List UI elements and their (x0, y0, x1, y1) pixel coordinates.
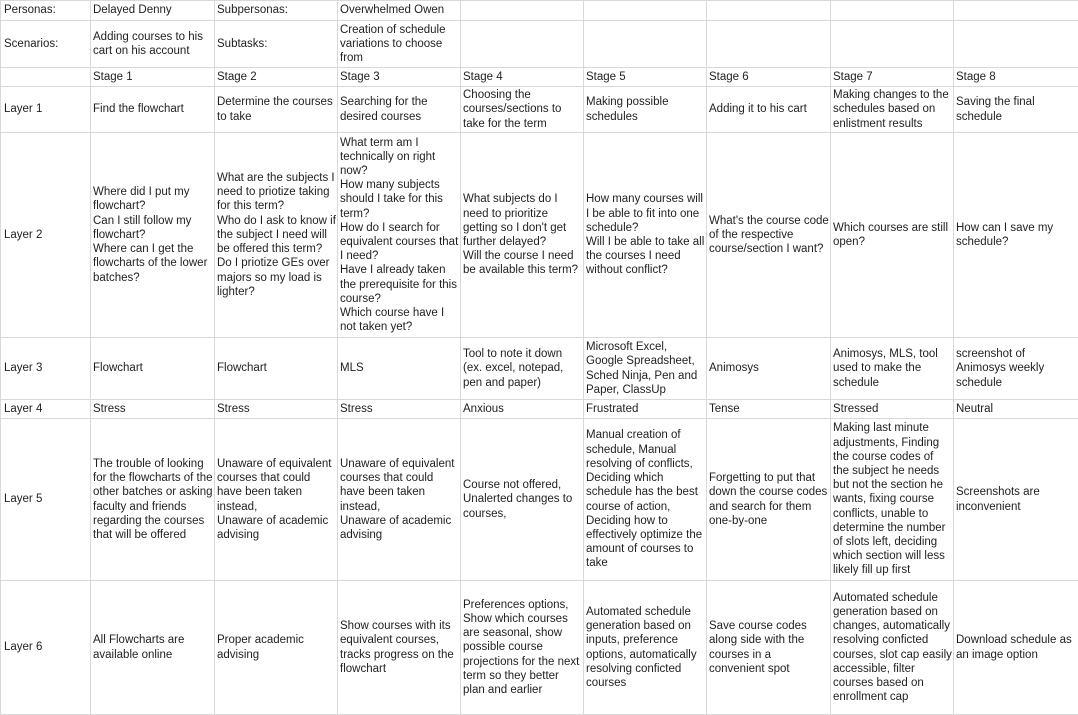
empty-cell[interactable] (831, 1, 954, 21)
layer-cell[interactable]: How can I save my schedule? (954, 133, 1078, 338)
layer-cell[interactable]: Adding it to his cart (707, 87, 831, 133)
layer-cell[interactable]: screenshot of Animosys weekly schedule (954, 338, 1078, 400)
empty-cell[interactable] (584, 1, 707, 21)
empty-cell[interactable] (707, 1, 831, 21)
layer-cell[interactable]: Stress (91, 400, 215, 419)
scenario-cell[interactable]: Adding courses to his cart on his account (91, 21, 215, 68)
empty-cell[interactable] (707, 21, 831, 68)
layer-cell[interactable]: What subjects do I need to prioritize getting so I don't get further delayed? Will the course I need be available this term? (461, 133, 584, 338)
layer-cell[interactable]: Tool to note it down (ex. excel, notepad, pen and paper) (461, 338, 584, 400)
layer-cell[interactable]: Automated schedule generation based on changes, automatically resolving conficted courses, slot cap easily accessible, filter courses based on enrollment cap (831, 581, 954, 715)
personas-label[interactable]: Personas: (1, 1, 91, 21)
stage-header[interactable]: Stage 5 (584, 68, 707, 87)
layer-cell[interactable]: What term am I technically on right now? How many subjects should I take for this term? How do I search for equivalent courses that I need? Have I already taken the prerequisite for this course? Which course have I not taken yet? (338, 133, 461, 338)
layer-row (1, 400, 1078, 419)
subpersonas-label[interactable]: Subpersonas: (215, 1, 338, 21)
layer-cell[interactable]: Neutral (954, 400, 1078, 419)
layer-cell[interactable]: All Flowcharts are available online (91, 581, 215, 715)
layer-cell[interactable]: Where did I put my flowchart? Can I still follow my flowchart? Where can I get the flowcharts of the lower batches? (91, 133, 215, 338)
layer-cell[interactable]: What's the course code of the respective course/section I want? (707, 133, 831, 338)
layer-cell[interactable]: Flowchart (215, 338, 338, 400)
layer-label[interactable]: Layer 5 (1, 419, 91, 581)
layer-label[interactable]: Layer 4 (1, 400, 91, 419)
subtask-cell[interactable]: Creation of schedule variations to choose from (338, 21, 461, 68)
layer-cell[interactable]: Which courses are still open? (831, 133, 954, 338)
layer-cell[interactable]: Anxious (461, 400, 584, 419)
layer-cell[interactable]: Proper academic advising (215, 581, 338, 715)
layer-cell[interactable]: Choosing the courses/sections to take for the term (461, 87, 584, 133)
layer-row (1, 87, 1078, 133)
empty-cell[interactable] (461, 21, 584, 68)
empty-cell[interactable] (461, 1, 584, 21)
scenarios-row (1, 21, 1078, 68)
layer-label[interactable]: Layer 3 (1, 338, 91, 400)
stage-header[interactable]: Stage 4 (461, 68, 584, 87)
layer-row (1, 581, 1078, 715)
stage-header[interactable]: Stage 6 (707, 68, 831, 87)
stages-row (1, 68, 1078, 87)
persona-cell[interactable]: Delayed Denny (91, 1, 215, 21)
stage-header[interactable]: Stage 2 (215, 68, 338, 87)
layer-cell[interactable]: Course not offered, Unalerted changes to courses, (461, 419, 584, 581)
layer-cell[interactable]: Find the flowchart (91, 87, 215, 133)
layer-cell[interactable]: Frustrated (584, 400, 707, 419)
layer-cell[interactable]: Preferences options, Show which courses are seasonal, show possible course projections for the next term so they better plan and earlier (461, 581, 584, 715)
stage-header[interactable]: Stage 7 (831, 68, 954, 87)
personas-row (1, 1, 1078, 21)
layer-cell[interactable]: Manual creation of schedule, Manual resolving of conflicts, Deciding which schedule has the best course of action, Deciding how to effectively optimize the amount of courses to take (584, 419, 707, 581)
layer-cell[interactable]: Animosys (707, 338, 831, 400)
stage-header[interactable]: Stage 3 (338, 68, 461, 87)
layer-cell[interactable]: Stress (338, 400, 461, 419)
layer-cell[interactable]: Show courses with its equivalent courses, tracks progress on the flowchart (338, 581, 461, 715)
subtasks-label[interactable]: Subtasks: (215, 21, 338, 68)
layer-cell[interactable]: Automated schedule generation based on inputs, preference options, automatically resolving conficted courses (584, 581, 707, 715)
empty-cell[interactable] (954, 1, 1078, 21)
layer-row (1, 419, 1078, 581)
layer-cell[interactable]: Unaware of equivalent courses that could have been taken instead, Unaware of academic advising (215, 419, 338, 581)
empty-cell[interactable] (584, 21, 707, 68)
layer-cell[interactable]: What are the subjects I need to priotize taking for this term? Who do I ask to know if the subject I need will be offered this term? Do I priotize GEs over majors so my load is lighter? (215, 133, 338, 338)
layer-cell[interactable]: Making changes to the schedules based on enlistment results (831, 87, 954, 133)
layer-cell[interactable]: Determine the courses to take (215, 87, 338, 133)
layer-cell[interactable]: Saving the final schedule (954, 87, 1078, 133)
scenarios-label[interactable]: Scenarios: (1, 21, 91, 68)
layer-cell[interactable]: Making possible schedules (584, 87, 707, 133)
layer-cell[interactable]: Animosys, MLS, tool used to make the schedule (831, 338, 954, 400)
layer-cell[interactable]: Microsoft Excel, Google Spreadsheet, Sched Ninja, Pen and Paper, ClassUp (584, 338, 707, 400)
empty-cell[interactable] (1, 68, 91, 87)
layer-label[interactable]: Layer 1 (1, 87, 91, 133)
layer-cell[interactable]: Stressed (831, 400, 954, 419)
layer-cell[interactable]: Stress (215, 400, 338, 419)
empty-cell[interactable] (954, 21, 1078, 68)
layer-cell[interactable]: Unaware of equivalent courses that could have been taken instead, Unaware of academic advising (338, 419, 461, 581)
layer-cell[interactable]: The trouble of looking for the flowcharts of the other batches or asking faculty and friends regarding the courses that will be offered (91, 419, 215, 581)
layer-cell[interactable]: Screenshots are inconvenient (954, 419, 1078, 581)
subpersona-cell[interactable]: Overwhelmed Owen (338, 1, 461, 21)
stage-header[interactable]: Stage 1 (91, 68, 215, 87)
layer-label[interactable]: Layer 6 (1, 581, 91, 715)
layer-row (1, 133, 1078, 338)
layer-cell[interactable]: Flowchart (91, 338, 215, 400)
layer-cell[interactable]: How many courses will I be able to fit into one schedule? Will I be able to take all the courses I need without conflict? (584, 133, 707, 338)
layer-row (1, 338, 1078, 400)
layer-cell[interactable]: Save course codes along side with the courses in a convenient spot (707, 581, 831, 715)
layer-cell[interactable]: Searching for the desired courses (338, 87, 461, 133)
layer-cell[interactable]: Download schedule as an image option (954, 581, 1078, 715)
layer-label[interactable]: Layer 2 (1, 133, 91, 338)
layer-cell[interactable]: Tense (707, 400, 831, 419)
layer-cell[interactable]: Making last minute adjustments, Finding the course codes of the subject he needs but not the section he wants, fixing course conflicts, unable to determine the number of slots left, deciding which section will less likely fill up first (831, 419, 954, 581)
stage-header[interactable]: Stage 8 (954, 68, 1078, 87)
empty-cell[interactable] (831, 21, 954, 68)
layer-cell[interactable]: MLS (338, 338, 461, 400)
layer-cell[interactable]: Forgetting to put that down the course codes and search for them one-by-one (707, 419, 831, 581)
